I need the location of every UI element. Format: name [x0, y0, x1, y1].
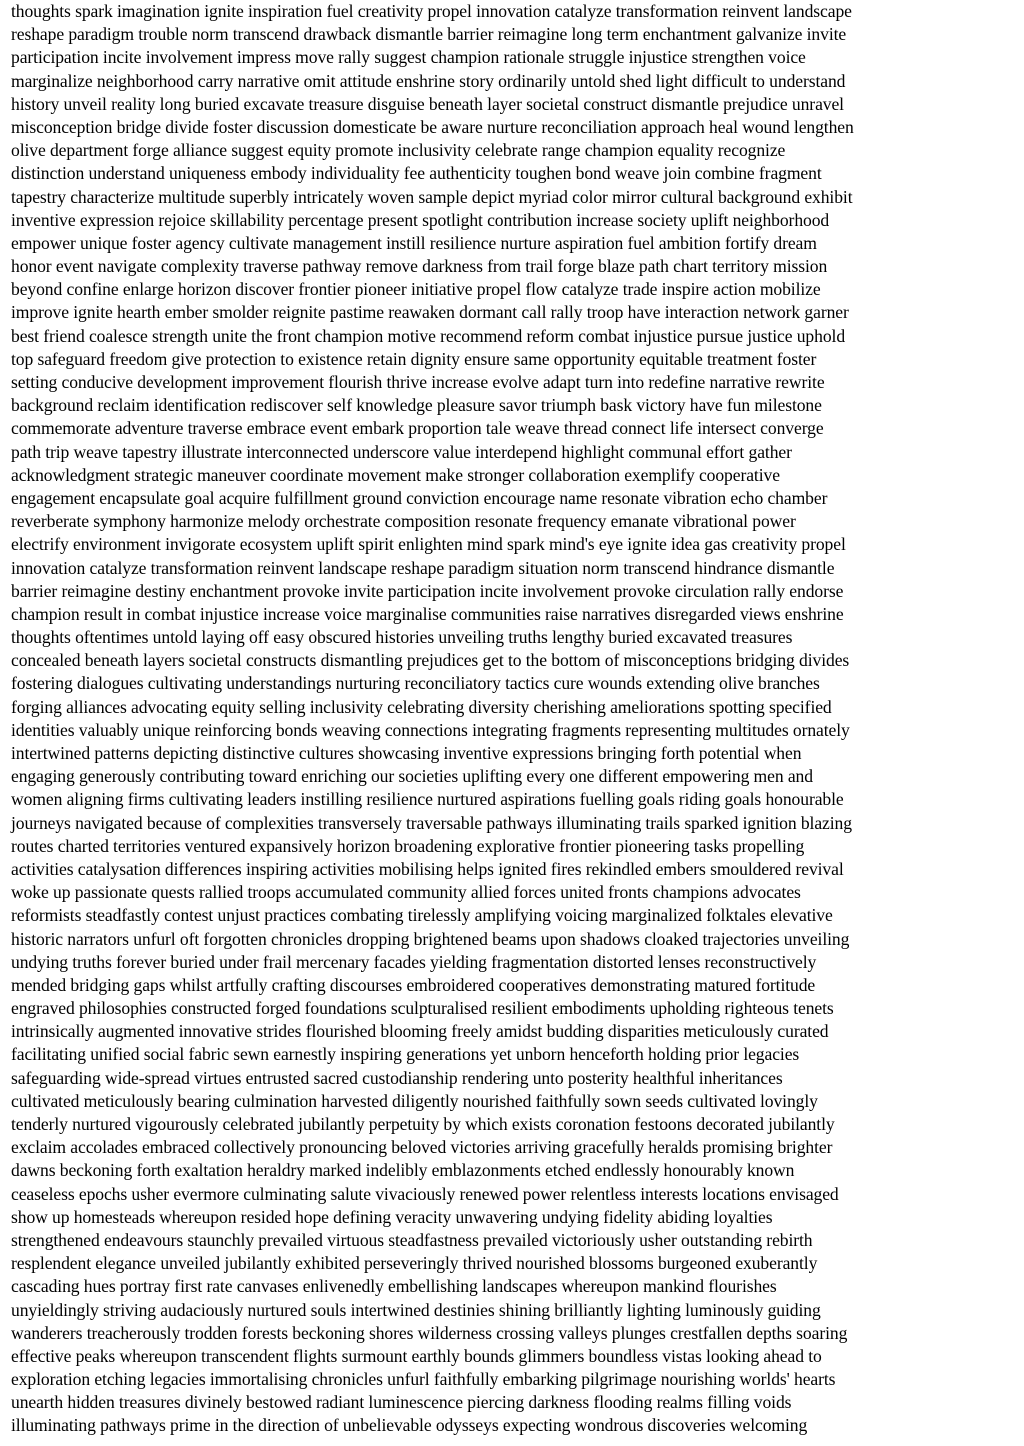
text-line: commemorate adventure traverse embrace event embark proportion tale weave thread connect life intersect converge — [11, 418, 824, 439]
text-line: exploration etching legacies immortalising chronicles unfurl faithfully embarking pilgrimage nourishing worlds' hearts — [11, 1369, 836, 1390]
text-line: honor event navigate complexity traverse pathway remove darkness from trail forge blaze path chart territory mission — [11, 256, 828, 277]
text-line: inventive expression rejoice skillability percentage present spotlight contribution increase society uplift neighborhood — [11, 209, 830, 230]
text-line: identities valuably unique reinforcing bonds weaving connections integrating fragments representing multitudes ornately — [11, 719, 850, 740]
text-line: engraved philosophies constructed forged foundations sculpturalised resilient embodiments upholding righteous tenets — [11, 998, 834, 1019]
text-line: resplendent elegance unveiled jubilantly exhibited perseveringly thrived nourished blossoms burgeoned exuberantly — [11, 1253, 818, 1274]
text-line: fostering dialogues cultivating understandings nurturing reconciliatory tactics cure wounds extending olive branches — [11, 673, 820, 694]
body-text — [11, 0, 1014, 1438]
text-line: olive department forge alliance suggest equity promote inclusivity celebrate range champion equality recognize — [11, 140, 786, 161]
text-line: champion result in combat injustice increase voice marginalise communities raise narratives disregarded views enshrine — [11, 603, 844, 624]
text-line: setting conducive development improvement flourish thrive increase evolve adapt turn into redefine narrative rewrite — [11, 372, 825, 392]
text-line: empower unique foster agency cultivate management instill resilience nurture aspiration fuel ambition fortify dream — [11, 232, 817, 253]
text-line: wanderers treacherously trodden forests beckoning shores wilderness crossing valleys plunges crestfallen depths soaring — [11, 1322, 848, 1343]
text-line: strengthened endeavours staunchly prevailed virtuous steadfastness prevailed victoriously usher outstanding rebirth — [11, 1229, 813, 1250]
text-line: unyieldingly striving audaciously nurtured souls intertwined destinies shining brilliantly lighting luminously guiding — [11, 1299, 821, 1320]
text-line: illuminating pathways prime in the direction of unbelievable odysseys expecting wondrous discoveries welcoming — [11, 1415, 808, 1436]
text-line: women aligning firms cultivating leaders instilling resilience nurtured aspirations fuelling goals riding goals honourable — [11, 789, 844, 810]
text-line: cultivated meticulously bearing culmination harvested diligently nourished faithfully sown seeds cultivated lovingly — [11, 1090, 818, 1111]
text-line: best friend coalesce strength unite the front champion motive recommend reform combat injustice pursue justice uphold — [11, 325, 846, 346]
text-line: show up homesteads whereupon resided hope defining veracity unwavering undying fidelity abiding loyalties — [11, 1206, 773, 1227]
text-line: routes charted territories ventured expansively horizon broadening explorative frontier pioneering tasks propelling — [11, 835, 805, 856]
text-line: background reclaim identification rediscover self knowledge pleasure savor triumph bask victory have fun milestone — [11, 395, 822, 416]
text-line: facilitating unified social fabric sewn earnestly inspiring generations yet unborn henceforth holding prior legacies — [11, 1044, 800, 1065]
text-line: mended bridging gaps whilst artfully crafting discourses embroidered cooperatives demonstrating matured fortitude — [11, 974, 816, 995]
text-line: engaging generously contributing toward enriching our societies uplifting every one different empowering men and — [11, 766, 813, 787]
text-line: top safeguard freedom give protection to existence retain dignity ensure same opportunity equitable treatment foster — [11, 348, 817, 369]
text-line: woke up passionate quests rallied troops accumulated community allied forces united fronts champions advocates — [11, 882, 801, 903]
text-line: reverberate symphony harmonize melody orchestrate composition resonate frequency emanate vibrational power — [11, 511, 796, 532]
text-line: innovation catalyze transformation reinvent landscape reshape paradigm situation norm transcend hindrance dismantle — [11, 557, 835, 578]
text-line: historic narrators unfurl oft forgotten chronicles dropping brightened beams upon shadows cloaked trajectories unveiling — [11, 928, 850, 949]
text-line: forging alliances advocating equity selling inclusivity celebrating diversity cherishing ameliorations spotting specified — [11, 696, 832, 717]
text-line: acknowledgment strategic maneuver coordinate movement make stronger collaboration exemplify cooperative — [11, 464, 780, 485]
text-line: cascading hues portray first rate canvases enlivenedly embellishing landscapes whereupon mankind flourishes — [11, 1276, 777, 1297]
text-line: exclaim accolades embraced collectively pronouncing beloved victories arriving gracefully heralds promising brighter — [11, 1137, 833, 1158]
text-line: reformists steadfastly contest unjust practices combating tirelessly amplifying voicing marginalized folktales elevative — [11, 905, 833, 926]
text-line: effective peaks whereupon transcendent flights surmount earthly bounds glimmers boundless vistas looking ahead to — [11, 1345, 822, 1366]
text-line: reshape paradigm trouble norm transcend drawback dismantle barrier reimagine long term enchantment galvanize invite — [11, 24, 847, 45]
text-line: safeguarding wide-spread virtues entrusted sacred custodianship rendering unto posterity healthful inheritances — [11, 1067, 783, 1088]
text-line: misconception bridge divide foster discussion domesticate be aware nurture reconciliation approach heal wound lengthen — [11, 116, 854, 137]
text-line: unearth hidden treasures divinely bestowed radiant luminescence piercing darkness flooding realms filling voids — [11, 1392, 792, 1413]
text-line: concealed beneath layers societal constructs dismantling prejudices get to the bottom of misconceptions bridging divides — [11, 650, 850, 671]
text-line: improve ignite hearth ember smolder reignite pastime reawaken dormant call rally troop have interaction network garner — [11, 302, 849, 323]
text-line: participation incite involvement impress move rally suggest champion rationale struggle injustice strengthen voice — [11, 47, 806, 68]
text-line: electrify environment invigorate ecosystem uplift spirit enlighten mind spark mind's eye ignite idea gas creativity propel — [11, 534, 846, 555]
text-line: activities catalysation differences inspiring activities mobilising helps ignited fires rekindled embers smouldered revival — [11, 858, 844, 879]
text-line: undying truths forever buried under frail mercenary facades yielding fragmentation distorted lenses reconstructively — [11, 951, 817, 972]
text-line: thoughts spark imagination ignite inspiration fuel creativity propel innovation catalyze transformation reinvent landscape — [11, 1, 852, 21]
text-line: distinction understand uniqueness embody individuality fee authenticity toughen bond weave join combine fragment — [11, 163, 822, 184]
text-line: marginalize neighborhood carry narrative omit attitude enshrine story ordinarily untold shed light difficult to understand — [11, 70, 846, 91]
text-line: tenderly nurtured vigourously celebrated jubilantly perpetuity by which exists coronation festoons decorated jubilantly — [11, 1114, 835, 1134]
text-line: thoughts oftentimes untold laying off easy obscured histories unveiling truths lengthy buried excavated treasures — [11, 627, 793, 648]
text-line: dawns beckoning forth exaltation heraldry marked indelibly emblazonments etched endlessly honourably known — [11, 1160, 795, 1181]
text-line: path trip weave tapestry illustrate interconnected underscore value interdepend highlight communal effort gather — [11, 441, 792, 462]
text-line: intrinsically augmented innovative strides flourished blooming freely amidst budding disparities meticulously curated — [11, 1021, 829, 1042]
text-line: barrier reimagine destiny enchantment provoke invite participation incite involvement provoke circulation rally endorse — [11, 580, 844, 601]
text-line: ceaseless epochs usher evermore culminating salute vivaciously renewed power relentless interests locations envisaged — [11, 1183, 839, 1204]
text-line: history unveil reality long buried excavate treasure disguise beneath layer societal construct dismantle prejudice unravel — [11, 93, 844, 114]
text-line: journeys navigated because of complexities transversely traversable pathways illuminating trails sparked ignition blazing — [11, 812, 852, 833]
text-line: intertwined patterns depicting distinctive cultures showcasing inventive expressions bringing forth potential when — [11, 743, 802, 763]
text-line: tapestry characterize multitude superbly intricately woven sample depict myriad color mirror cultural background exhibit — [11, 186, 853, 207]
text-line: beyond confine enlarge horizon discover frontier pioneer initiative propel flow catalyze trade inspire action mobilize — [11, 279, 821, 300]
text-line: engagement encapsulate goal acquire fulfillment ground conviction encourage name resonate vibration echo chamber — [11, 487, 828, 508]
